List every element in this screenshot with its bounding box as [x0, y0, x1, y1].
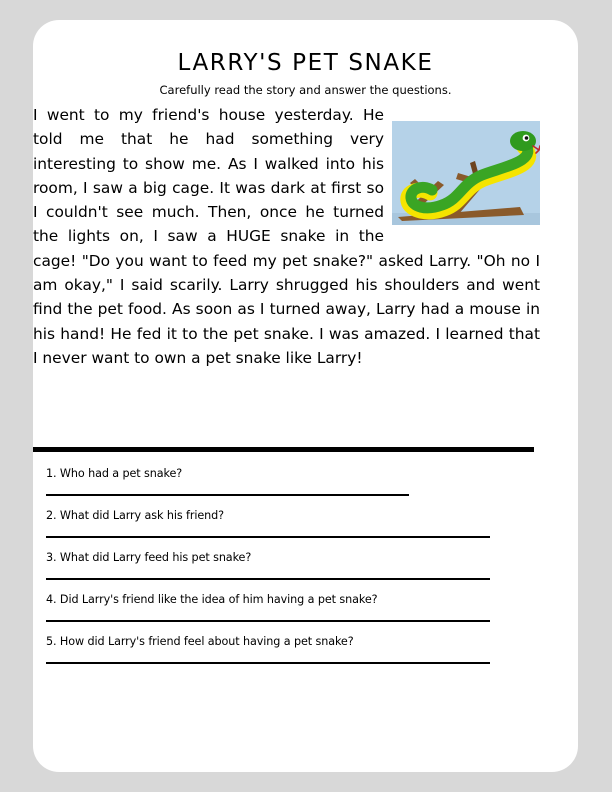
question-item — [46, 634, 506, 664]
question-item — [46, 466, 506, 496]
answer-line[interactable] — [46, 536, 490, 538]
questions-section — [46, 466, 506, 676]
worksheet-sheet — [33, 20, 578, 772]
question-text: 5. How did Larry's friend feel about having a pet snake? — [46, 635, 354, 648]
question-text: 1. Who had a pet snake? — [46, 467, 183, 480]
snake-on-branch-illustration — [392, 121, 540, 225]
question-item — [46, 592, 506, 622]
answer-line[interactable] — [46, 494, 409, 496]
answer-line[interactable] — [46, 662, 490, 664]
story-text: I went to my friend's house yesterday. He told me that he had something very interesting to show me. As I walked into his room, I saw a big cage. It was dark at first so I couldn't see much. Then, once he turned the lights on, I saw a HUGE snake in the cage! "Do you want to feed my pet snake?" asked Larry. "Oh no I am okay," I said scarily. Larry shrugged his shoulders and went find the pet food. As soon as I turned away, Larry had a mouse in his hand! He fed it to the pet snake. I was amazed. I learned that I never want to own a pet snake like Larry! — [33, 106, 540, 367]
section-divider — [33, 447, 534, 452]
question-item — [46, 550, 506, 580]
answer-line[interactable] — [46, 578, 490, 580]
question-item — [46, 508, 506, 538]
question-text: 2. What did Larry ask his friend? — [46, 509, 224, 522]
question-text: 4. Did Larry's friend like the idea of him having a pet snake? — [46, 593, 378, 606]
story-section — [33, 103, 540, 370]
instructions-text: Carefully read the story and answer the questions. — [159, 83, 452, 97]
answer-line[interactable] — [46, 620, 490, 622]
page-title: LARRY'S PET SNAKE — [177, 50, 434, 76]
question-text: 3. What did Larry feed his pet snake? — [46, 551, 252, 564]
worksheet-page — [33, 20, 578, 772]
